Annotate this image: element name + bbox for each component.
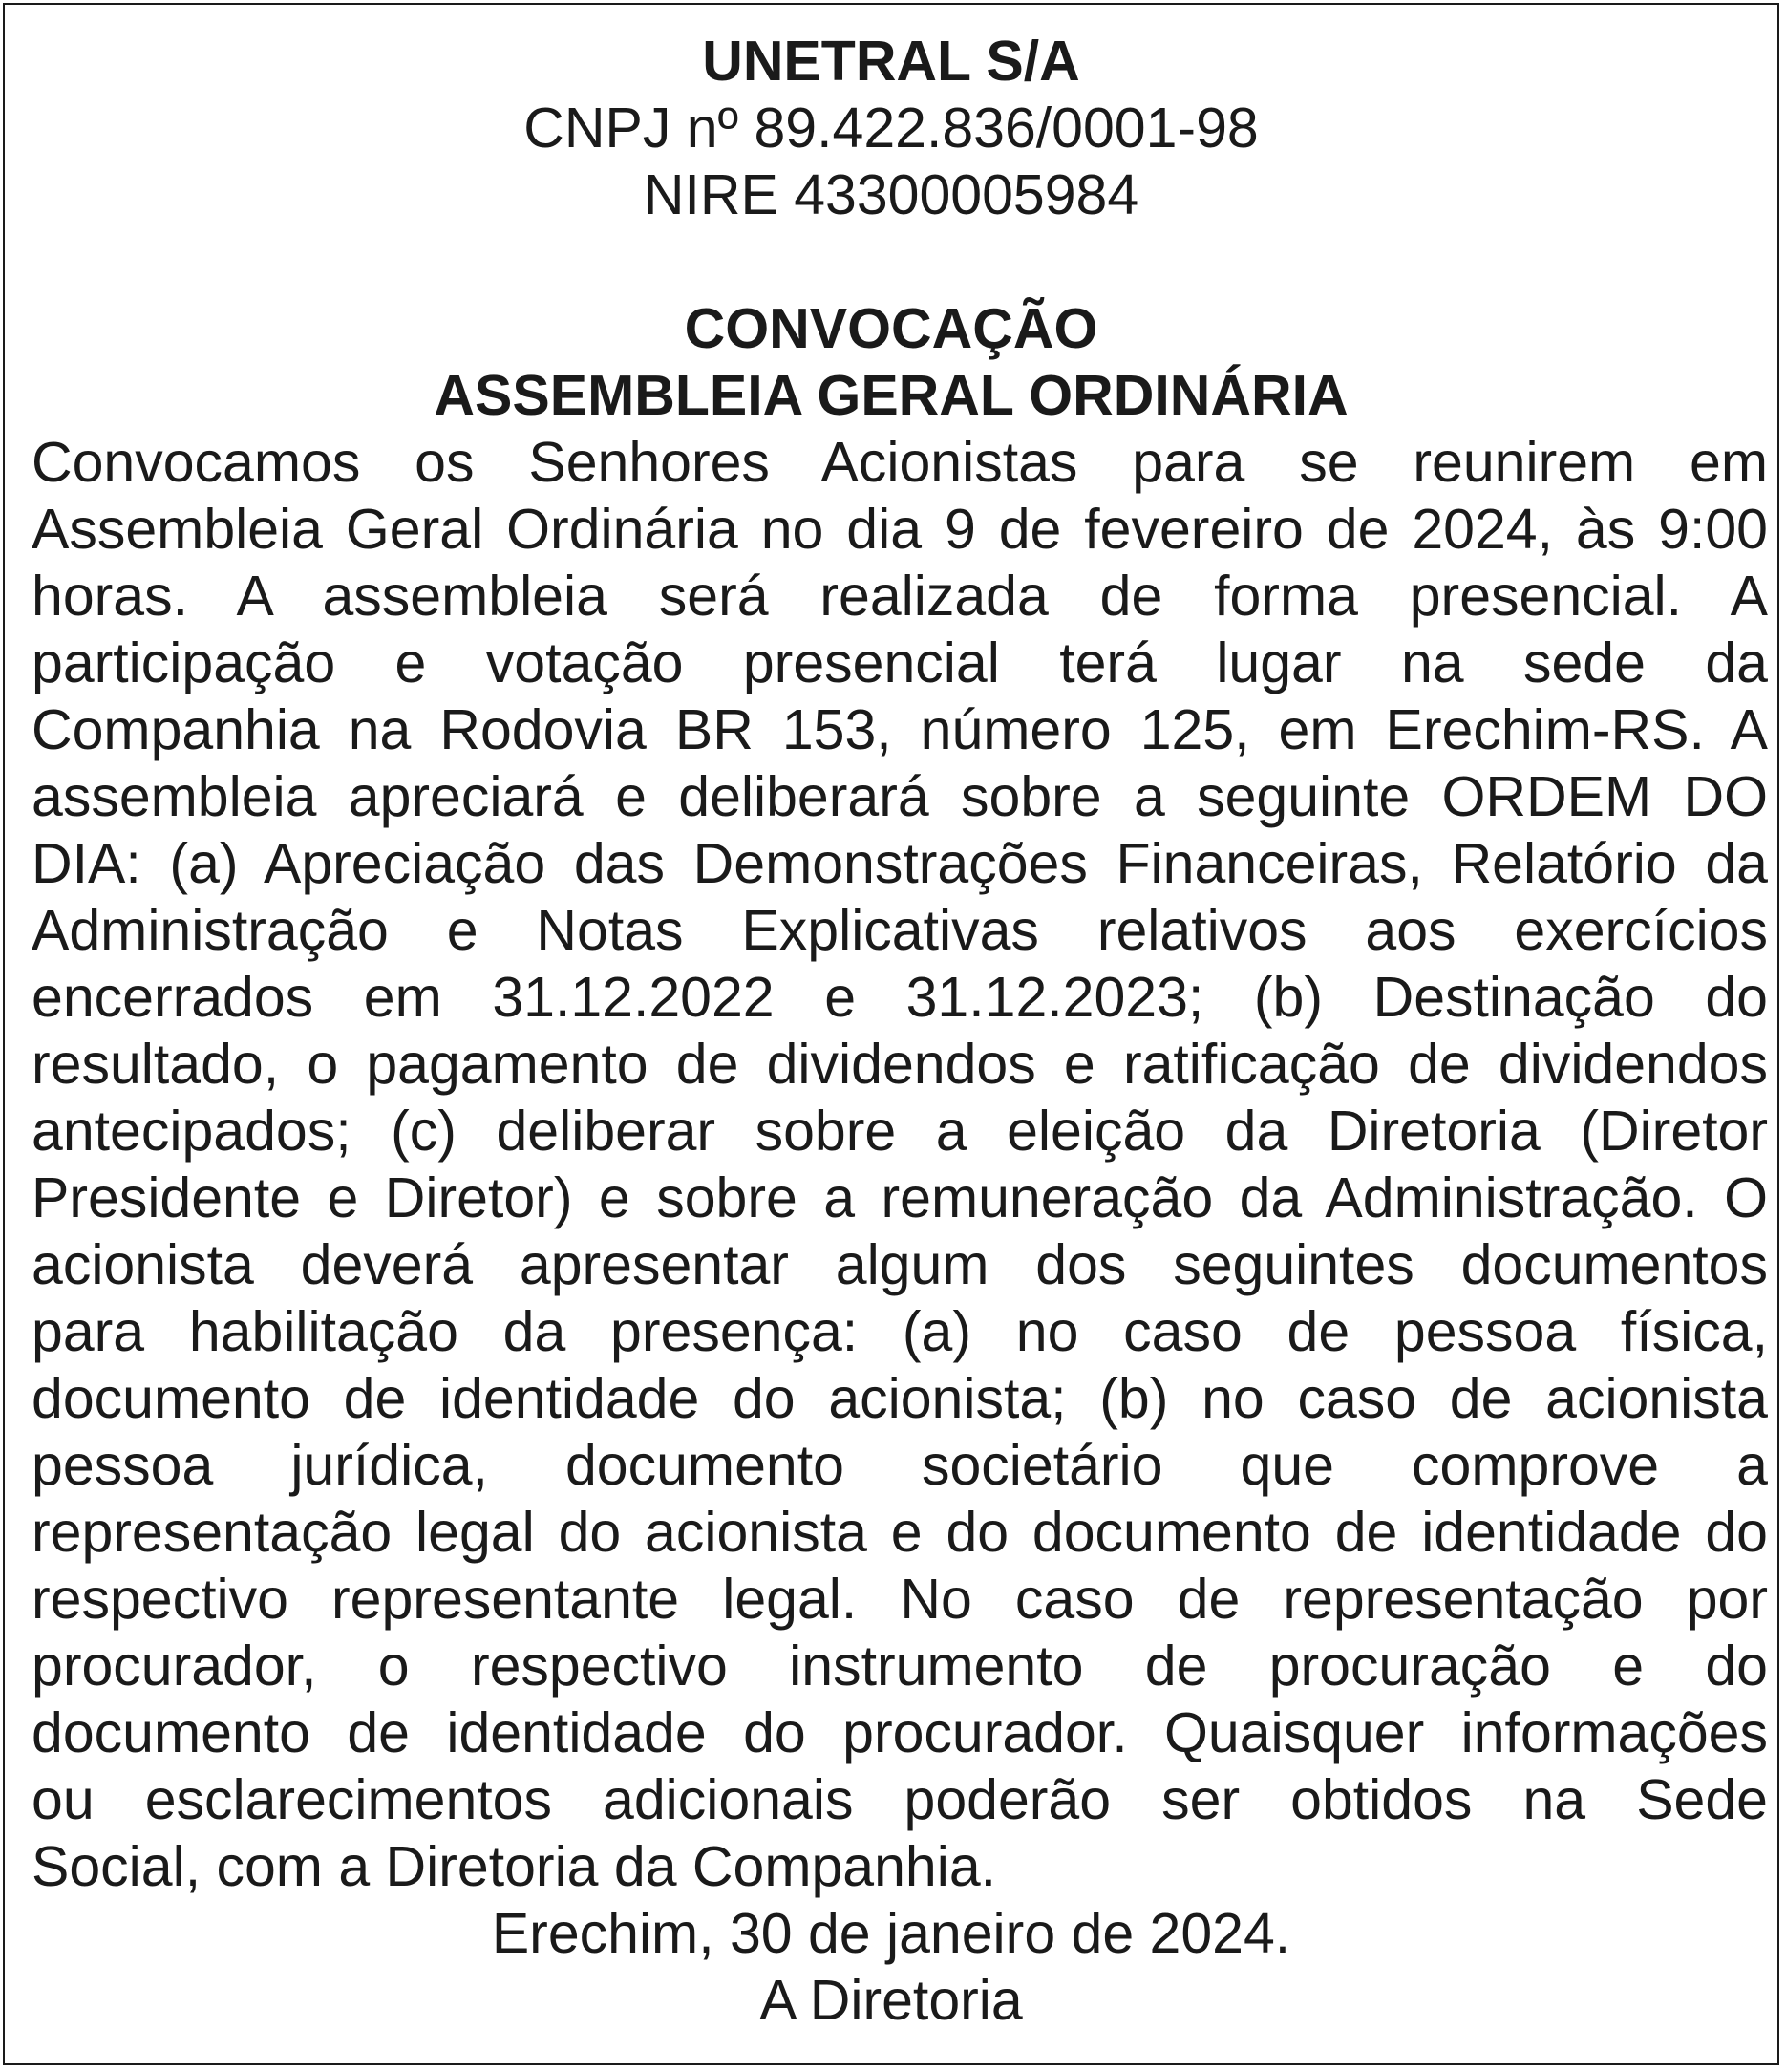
notice-subtitle: ASSEMBLEIA GERAL ORDINÁRIA [434,364,1349,427]
body-line: procurador, o respectivo instrumento de procuração e do [32,1634,1768,1698]
legal-notice [3,3,1779,2065]
company-name: UNETRAL S/A [702,30,1080,93]
body-line: encerrados em 31.12.2022 e 31.12.2023; (b) Destinação do [32,966,1768,1029]
body-line: resultado, o pagamento de dividendos e ratificação de dividendos [32,1033,1768,1096]
cnpj-number: CNPJ nº 89.422.836/0001-98 [523,96,1259,160]
body-line: Presidente e Diretor) e sobre a remuneração da Administração. O [32,1166,1768,1229]
body-line: Convocamos os Senhores Acionistas para se reunirem em [32,431,1768,494]
body-line: participação e votação presencial terá lugar na sede da [32,631,1768,694]
body-line: respectivo representante legal. No caso de representação por [32,1568,1768,1631]
place-and-date: Erechim, 30 de janeiro de 2024. [491,1902,1291,1965]
body-line: assembleia apreciará e deliberará sobre a seguinte ORDEM DO [32,765,1768,828]
body-line: Assembleia Geral Ordinária no dia 9 de fevereiro de 2024, às 9:00 [32,498,1768,561]
body-line: documento de identidade do procurador. Quaisquer informações [32,1701,1768,1764]
body-line: Social, com a Diretoria da Companhia. [32,1835,997,1898]
body-line: representação legal do acionista e do documento de identidade do [32,1501,1768,1564]
body-line: Companhia na Rodovia BR 153, número 125, em Erechim-RS. A [32,698,1768,761]
body-line: documento de identidade do acionista; (b) no caso de acionista [32,1367,1768,1430]
notice-title: CONVOCAÇÃO [684,297,1098,360]
nire-number: NIRE 43300005984 [643,163,1139,226]
body-line: DIA: (a) Apreciação das Demonstrações Financeiras, Relatório da [32,832,1768,895]
body-line: para habilitação da presença: (a) no caso de pessoa física, [32,1300,1768,1363]
body-line: acionista deverá apresentar algum dos seguintes documentos [32,1233,1768,1296]
body-line: horas. A assembleia será realizada de forma presencial. A [32,565,1768,628]
body-line: antecipados; (c) deliberar sobre a eleição da Diretoria (Diretor [32,1100,1768,1163]
body-line: pessoa jurídica, documento societário que comprove a [32,1434,1768,1497]
body-line: Administração e Notas Explicativas relativos aos exercícios [32,899,1768,962]
signature: A Diretoria [759,1969,1023,2032]
body-line: ou esclarecimentos adicionais poderão ser obtidos na Sede [32,1768,1768,1831]
